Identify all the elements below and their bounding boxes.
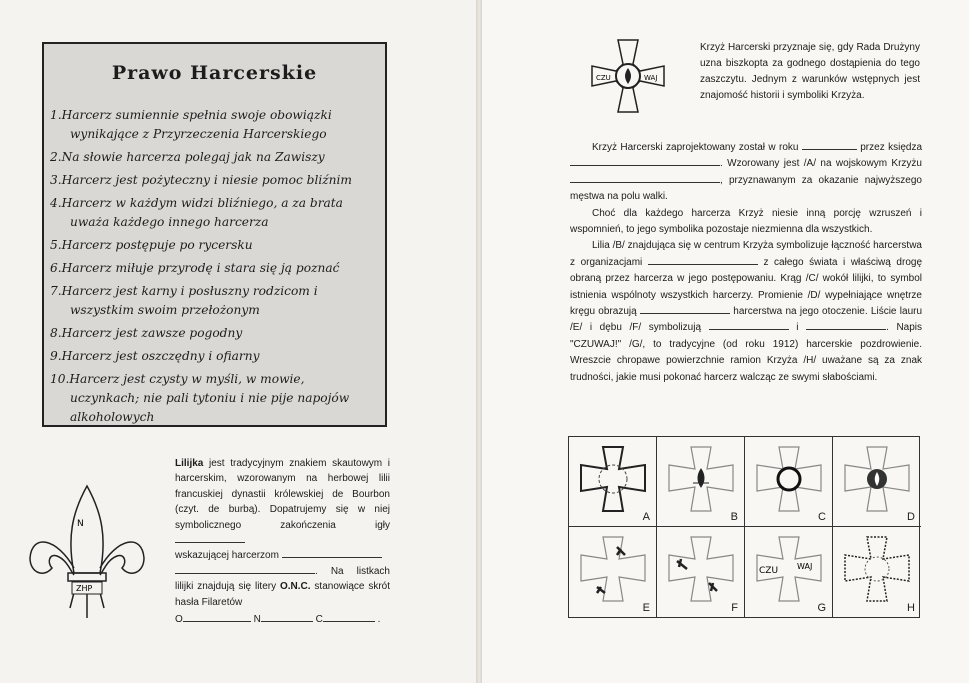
text: . Napis "CZUWAJ!" /G/, to tradycyjne (od roku 1912) harcerskie pozdrowienie. Wreszcie chropawe powierzchnie ramion Krzyża /H/ uważane są za znak trudności, jakie musi pokonać harcerz walcząc ze swymi słabościami. (570, 322, 923, 383)
czu-text: CZU (759, 566, 779, 576)
fill-blank[interactable] (282, 548, 382, 558)
scout-law-box (42, 42, 387, 427)
fill-blank[interactable] (261, 612, 313, 622)
grid-label: A (642, 511, 650, 523)
fill-blank[interactable] (175, 564, 315, 574)
grid-cell-c (745, 437, 833, 527)
grid-label: H (907, 602, 915, 614)
fill-blank[interactable] (806, 320, 886, 330)
cross-body (570, 140, 922, 386)
page-fold (476, 0, 482, 683)
lily-text-2: wskazującej harcerzom (175, 550, 279, 562)
grid-cell-g (745, 527, 833, 617)
law-line: 1.Harcerz sumiennie spełnia swoje obowiązki (50, 108, 332, 122)
scout-cross-icon (588, 36, 668, 116)
lily-text-4: stanowiące skrót hasła Filaretów (175, 581, 390, 608)
law-line: 3.Harcerz jest pożyteczny i niesie pomoc bliźnim (50, 173, 352, 187)
cross-intro: Krzyż Harcerski przyznaje się, gdy Rada Drużyny uzna biszkopta za godnego dostąpienia do tego zaszczytu. Jednym z warunków wstępnych jest znajomość historii i symboliki Krzyża. (700, 42, 920, 101)
fill-blank[interactable] (640, 304, 730, 314)
grid-label: G (817, 602, 826, 614)
text: i (796, 322, 799, 334)
cross-laurel-leaves-icon (577, 533, 649, 605)
text: Krzyż Harcerski zaprojektowany został w roku (592, 142, 799, 153)
fill-blank[interactable] (323, 612, 375, 622)
cross-rough-surface-icon (841, 533, 913, 605)
text: . Wzorowany jest /A/ na wojskowym Krzyżu (720, 158, 922, 170)
grid-label: E (642, 602, 650, 614)
law-line: 4.Harcerz w każdym widzi bliźniego, a za brata (50, 196, 343, 210)
law-line: alkoholowych (70, 410, 155, 424)
grid-label: F (731, 602, 738, 614)
fill-blank[interactable] (570, 156, 720, 166)
fill-blank[interactable] (802, 140, 857, 150)
zhp-badge: ZHP (76, 584, 93, 593)
grid-cell-b (657, 437, 745, 527)
law-line: 10.Harcerz jest czysty w myśli, w mowie, (50, 372, 305, 386)
cross-laurel-icon (577, 443, 649, 515)
grid-cell-f (657, 527, 745, 617)
fill-blank[interactable] (648, 255, 758, 265)
waj-text: WAJ (797, 562, 813, 571)
emblem-waj: WAJ (644, 74, 658, 82)
fill-blank[interactable] (709, 320, 789, 330)
law-line: wszystkim swoim przełożonym (70, 303, 260, 317)
law-line: uczynkach; nie pali tytoniu i nie pije napojów (70, 391, 350, 405)
law-line: 6.Harcerz miłuje przyrodę i stara się ją poznać (50, 261, 340, 275)
law-line: 9.Harcerz jest oszczędny i ofiarny (50, 349, 260, 363)
grid-cell-e (569, 527, 657, 617)
fill-blank[interactable] (175, 533, 245, 543)
fill-blank[interactable] (570, 173, 720, 183)
grid-cell-a (569, 437, 657, 527)
grid-label: B (730, 511, 738, 523)
law-line: uważa każdego innego harcerza (70, 215, 269, 229)
lily-text-1: jest tradycyjnym znakiem skautowym i harcerskim, wzorowanym na herbowej lilii francuskiej dynastii królewskiej de Bourbon (czyt. de burbą). Dopatrujemy się w niej symbolicznego zakończenia igły (175, 458, 390, 531)
cross-czuwaj-icon (753, 533, 825, 605)
law-line: 5.Harcerz postępuje po rycersku (50, 238, 253, 252)
law-line: wynikające z Przyrzeczenia Harcerskiego (70, 127, 327, 141)
text: z całego świata i właściwą drogę obraną przez harcerza w jego postępowaniu. Krąg /C/ wokół lilijki, to symbol istnienia wspólnoty wszystkich harcerzy. Promienie /D/ wypełniające wnętrze kręgu obrazują (570, 256, 923, 318)
text: przez księdza (860, 142, 922, 153)
grid-cell-d (833, 437, 921, 527)
grid-label: C (818, 511, 826, 523)
fleur-de-lis-icon (22, 478, 152, 628)
emblem-czu: CZU (596, 74, 611, 82)
text: Lilia /B/ znajdująca się w centrum Krzyża symbolizuje łączność harcerstwa z organizacjami (570, 240, 922, 268)
lily-heading: Lilijka (175, 458, 204, 469)
o-label: O (175, 614, 183, 625)
text: Choć dla każdego harcerza Krzyż niesie inną porcję wzruszeń i wspomnień, to jego symbolika pozostaje niezmienna dla wszystkich. (570, 207, 922, 236)
cross-oak-leaves-icon (665, 533, 737, 605)
cross-ring-icon (753, 443, 825, 515)
onc-answer-line: O N C . (175, 614, 381, 625)
lily-letter-n: N (77, 519, 84, 529)
law-line: 8.Harcerz jest zawsze pogodny (50, 326, 243, 340)
cross-elements-grid (568, 436, 920, 618)
cross-rays-icon (841, 443, 913, 515)
n-label: N (253, 614, 261, 625)
grid-cell-h (833, 527, 921, 617)
c-label: C (315, 614, 323, 625)
lily-description (175, 456, 390, 610)
lily-text-3: . Na listkach lilijki znajdują się litery (175, 565, 390, 593)
law-line: 7.Harcerz jest karny i posłuszny rodzicom i (50, 284, 318, 298)
fill-blank[interactable] (183, 612, 251, 622)
grid-label: D (907, 511, 915, 523)
text: , przyznawanym za okazanie najwyższego męstwa na polu walki. (570, 174, 922, 203)
law-line: 2.Na słowie harcerza polegaj jak na Zawiszy (50, 150, 325, 164)
onc-letters: O.N.C. (279, 581, 311, 593)
cross-lily-icon (665, 443, 737, 515)
text: harcerstwa na jego otoczenie. Liście lauru /E/ i dębu /F/ symbolizują (570, 306, 923, 334)
scout-law-title: Prawo Harcerskie (111, 62, 318, 84)
